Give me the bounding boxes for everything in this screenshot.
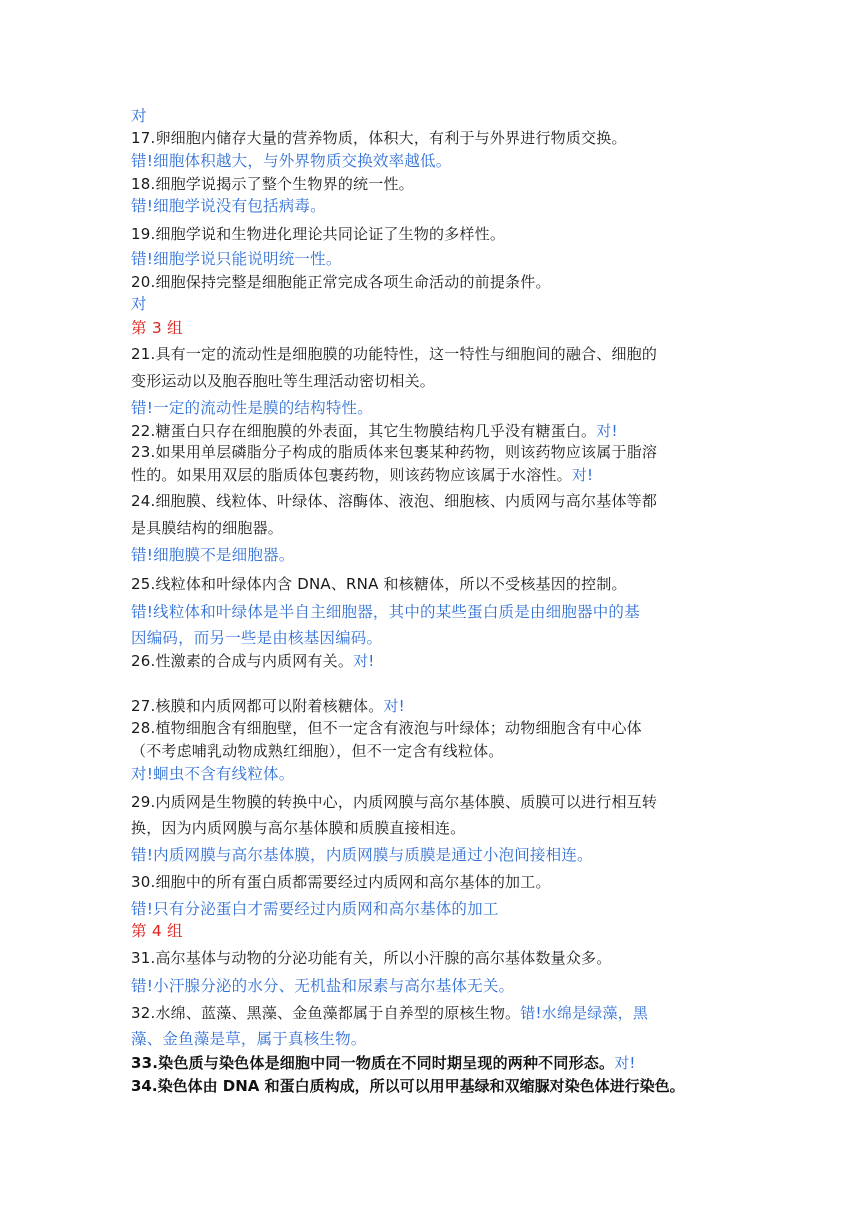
question-text: 32.水绵、蓝藻、黑藻、金鱼藻都属于自养型的原核生物。 [131, 1004, 521, 1022]
answer-line: 错!细胞体积越大，与外界物质交换效率越低。 [131, 152, 452, 170]
answer-line: 对!蛔虫不含有线粒体。 [131, 765, 295, 783]
question-27 [131, 696, 405, 716]
question-21: 21.具有一定的流动性是细胞膜的功能特性，这一特性与细胞间的融合、细胞的 [131, 345, 658, 363]
answer-line: 对 [131, 107, 147, 125]
question-28: 28.植物细胞含有细胞壁，但不一定含有液泡与叶绿体；动物细胞含有中心体 [131, 719, 642, 737]
question-text: 27.核膜和内质网都可以附着核糖体。 [131, 697, 384, 715]
question-text: 33.染色质与染色体是细胞中同一物质在不同时期呈现的两种不同形态。 [131, 1054, 615, 1072]
inline-answer: 对! [614, 1054, 636, 1072]
answer-line-cont: 因编码，而另一些是由核基因编码。 [131, 629, 383, 647]
question-34: 34.染色体由 DNA 和蛋白质构成，所以可以用甲基绿和双缩脲对染色体进行染色。 [131, 1077, 685, 1095]
question-text: 性的。如果用双层的脂质体包裹药物，则该药物应该属于水溶性。 [131, 466, 572, 484]
question-23-cont [131, 465, 593, 485]
question-text: 26.性激素的合成与内质网有关。 [131, 652, 354, 670]
answer-line: 错!细胞学说只能说明统一性。 [131, 250, 342, 268]
answer-line: 错!只有分泌蛋白才需要经过内质网和高尔基体的加工 [131, 900, 499, 918]
question-33 [131, 1053, 636, 1073]
question-17: 17.卵细胞内储存大量的营养物质，体积大，有利于与外界进行物质交换。 [131, 129, 627, 147]
question-19: 19.细胞学说和生物进化理论共同论证了生物的多样性。 [131, 225, 506, 243]
answer-line: 错!细胞膜不是细胞器。 [131, 546, 295, 564]
question-20: 20.细胞保持完整是细胞能正常完成各项生命活动的前提条件。 [131, 273, 551, 291]
group-heading: 第 4 组 [131, 922, 183, 940]
question-32 [131, 1003, 648, 1023]
answer-line-cont: 藻、金鱼藻是草，属于真核生物。 [131, 1030, 367, 1048]
inline-answer: 对! [383, 697, 405, 715]
question-24-cont: 是具膜结构的细胞器。 [131, 519, 284, 537]
question-21-cont: 变形运动以及胞吞胞吐等生理活动密切相关。 [131, 372, 436, 390]
question-25: 25.线粒体和叶绿体内含 DNA、RNA 和核糖体，所以不受核基因的控制。 [131, 575, 627, 593]
question-29: 29.内质网是生物膜的转换中心，内质网膜与高尔基体膜、质膜可以进行相互转 [131, 793, 658, 811]
question-29-cont: 换，因为内质网膜与高尔基体膜和质膜直接相连。 [131, 819, 466, 837]
answer-line: 错!细胞学说没有包括病毒。 [131, 197, 326, 215]
question-26 [131, 651, 374, 671]
inline-answer: 对! [571, 466, 594, 484]
answer-line: 错!一定的流动性是膜的结构特性。 [131, 399, 373, 417]
inline-answer: 对! [596, 422, 618, 440]
answer-line: 错!线粒体和叶绿体是半自主细胞器，其中的某些蛋白质是由细胞器中的基 [131, 603, 640, 621]
group-heading: 第 3 组 [131, 319, 183, 337]
question-23: 23.如果用单层磷脂分子构成的脂质体来包裹某种药物，则该药物应该属于脂溶 [131, 443, 658, 461]
answer-line: 错!内质网膜与高尔基体膜，内质网膜与质膜是通过小泡间接相连。 [131, 846, 593, 864]
answer-line: 错!小汗腺分泌的水分、无机盐和尿素与高尔基体无关。 [131, 977, 515, 995]
question-text: 22.糖蛋白只存在细胞膜的外表面，其它生物膜结构几乎没有糖蛋白。 [131, 422, 597, 440]
inline-answer: 错!水绵是绿藻，黑 [520, 1004, 649, 1022]
question-28-cont: （不考虑哺乳动物成熟红细胞），但不一定含有线粒体。 [131, 742, 504, 760]
question-31: 31.高尔基体与动物的分泌功能有关，所以小汗腺的高尔基体数量众多。 [131, 949, 612, 967]
question-22 [131, 421, 618, 441]
question-24: 24.细胞膜、线粒体、叶绿体、溶酶体、液泡、细胞核、内质网与高尔基体等都 [131, 492, 658, 510]
answer-line: 对 [131, 295, 147, 313]
question-30: 30.细胞中的所有蛋白质都需要经过内质网和高尔基体的加工。 [131, 873, 551, 891]
question-18: 18.细胞学说揭示了整个生物界的统一性。 [131, 175, 414, 193]
inline-answer: 对! [353, 652, 375, 670]
